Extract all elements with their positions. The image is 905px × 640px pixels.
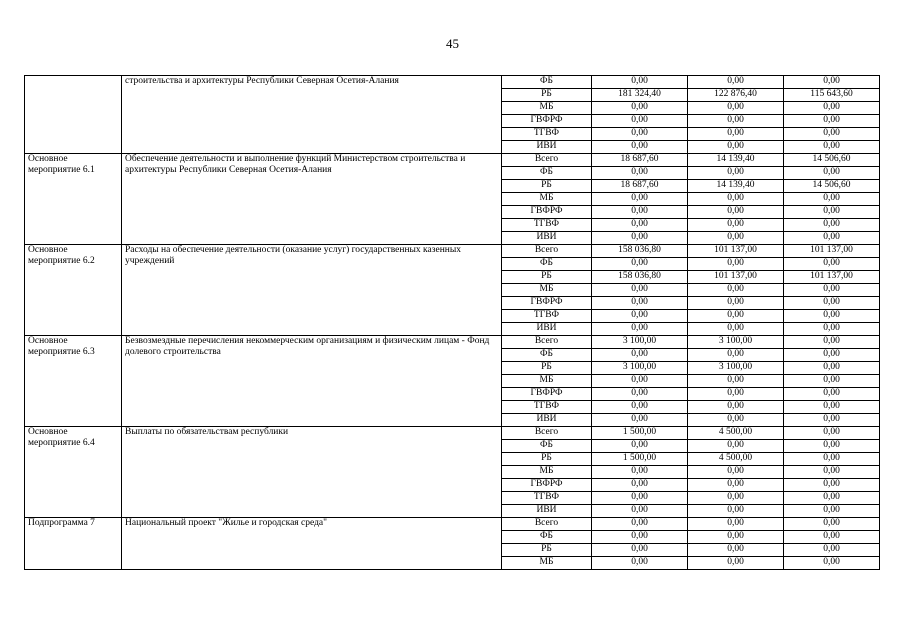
amount-cell-year-3: 0,00 — [784, 232, 880, 245]
amount-cell-year-2: 3 100,00 — [688, 362, 784, 375]
amount-cell-year-1: 0,00 — [592, 310, 688, 323]
amount-cell-year-3: 0,00 — [784, 115, 880, 128]
amount-cell-year-1: 0,00 — [592, 440, 688, 453]
amount-cell-year-3: 0,00 — [784, 336, 880, 349]
amount-cell-year-1: 0,00 — [592, 102, 688, 115]
funding-source-cell: МБ — [502, 284, 592, 297]
amount-cell-year-2: 0,00 — [688, 492, 784, 505]
amount-cell-year-3: 0,00 — [784, 102, 880, 115]
amount-cell-year-1: 0,00 — [592, 388, 688, 401]
amount-cell-year-1: 0,00 — [592, 115, 688, 128]
amount-cell-year-3: 0,00 — [784, 479, 880, 492]
amount-cell-year-3: 115 643,60 — [784, 89, 880, 102]
amount-cell-year-1: 0,00 — [592, 557, 688, 570]
amount-cell-year-2: 4 500,00 — [688, 427, 784, 440]
funding-source-cell: ГВФРФ — [502, 297, 592, 310]
amount-cell-year-2: 14 139,40 — [688, 180, 784, 193]
funding-source-cell: МБ — [502, 193, 592, 206]
amount-cell-year-2: 0,00 — [688, 531, 784, 544]
funding-source-cell: ТГВФ — [502, 401, 592, 414]
amount-cell-year-2: 0,00 — [688, 518, 784, 531]
program-type-cell: Основное мероприятие 6.2 — [25, 245, 122, 336]
amount-cell-year-3: 0,00 — [784, 531, 880, 544]
funding-source-cell: Всего — [502, 245, 592, 258]
amount-cell-year-3: 0,00 — [784, 206, 880, 219]
funding-source-cell: ТГВФ — [502, 128, 592, 141]
program-type-cell — [25, 76, 122, 154]
amount-cell-year-2: 0,00 — [688, 128, 784, 141]
amount-cell-year-2: 0,00 — [688, 193, 784, 206]
amount-cell-year-2: 0,00 — [688, 167, 784, 180]
funding-source-cell: МБ — [502, 102, 592, 115]
amount-cell-year-1: 18 687,60 — [592, 154, 688, 167]
funding-source-cell: РБ — [502, 544, 592, 557]
funding-source-cell: ГВФРФ — [502, 479, 592, 492]
amount-cell-year-2: 0,00 — [688, 102, 784, 115]
amount-cell-year-2: 0,00 — [688, 141, 784, 154]
amount-cell-year-3: 0,00 — [784, 544, 880, 557]
funding-source-cell: ИВИ — [502, 505, 592, 518]
funding-source-cell: МБ — [502, 466, 592, 479]
amount-cell-year-1: 0,00 — [592, 505, 688, 518]
amount-cell-year-2: 0,00 — [688, 388, 784, 401]
funding-source-cell: ФБ — [502, 349, 592, 362]
funding-source-cell: РБ — [502, 453, 592, 466]
amount-cell-year-2: 0,00 — [688, 323, 784, 336]
amount-cell-year-3: 0,00 — [784, 466, 880, 479]
amount-cell-year-2: 0,00 — [688, 505, 784, 518]
program-name-cell: Выплаты по обязательствам республики — [122, 427, 502, 518]
funding-source-cell: РБ — [502, 180, 592, 193]
amount-cell-year-3: 14 506,60 — [784, 180, 880, 193]
amount-cell-year-1: 0,00 — [592, 232, 688, 245]
amount-cell-year-3: 0,00 — [784, 388, 880, 401]
amount-cell-year-2: 14 139,40 — [688, 154, 784, 167]
funding-source-cell: РБ — [502, 362, 592, 375]
amount-cell-year-3: 0,00 — [784, 375, 880, 388]
amount-cell-year-2: 4 500,00 — [688, 453, 784, 466]
amount-cell-year-2: 0,00 — [688, 401, 784, 414]
amount-cell-year-3: 0,00 — [784, 505, 880, 518]
amount-cell-year-1: 0,00 — [592, 141, 688, 154]
amount-cell-year-3: 0,00 — [784, 297, 880, 310]
funding-source-cell: Всего — [502, 336, 592, 349]
funding-source-cell: ИВИ — [502, 323, 592, 336]
page-number: 45 — [446, 36, 459, 51]
funding-source-cell: ИВИ — [502, 414, 592, 427]
amount-cell-year-1: 0,00 — [592, 297, 688, 310]
amount-cell-year-2: 122 876,40 — [688, 89, 784, 102]
funding-source-cell: РБ — [502, 89, 592, 102]
amount-cell-year-2: 0,00 — [688, 219, 784, 232]
amount-cell-year-2: 0,00 — [688, 544, 784, 557]
funding-source-cell: ТГВФ — [502, 310, 592, 323]
amount-cell-year-2: 3 100,00 — [688, 336, 784, 349]
budget-table — [24, 75, 880, 570]
program-type-cell: Основное мероприятие 6.3 — [25, 336, 122, 427]
table-row — [25, 518, 880, 531]
amount-cell-year-1: 0,00 — [592, 531, 688, 544]
funding-source-cell: ФБ — [502, 531, 592, 544]
funding-source-cell: ИВИ — [502, 141, 592, 154]
amount-cell-year-1: 3 100,00 — [592, 362, 688, 375]
amount-cell-year-3: 101 137,00 — [784, 271, 880, 284]
program-name-cell: строительства и архитектуры Республики Северная Осетия-Алания — [122, 76, 502, 154]
amount-cell-year-1: 0,00 — [592, 76, 688, 89]
amount-cell-year-3: 0,00 — [784, 323, 880, 336]
amount-cell-year-1: 0,00 — [592, 479, 688, 492]
budget-table-body — [25, 76, 880, 570]
amount-cell-year-3: 0,00 — [784, 141, 880, 154]
amount-cell-year-2: 0,00 — [688, 466, 784, 479]
amount-cell-year-1: 0,00 — [592, 219, 688, 232]
table-row — [25, 245, 880, 258]
funding-source-cell: МБ — [502, 375, 592, 388]
funding-source-cell: ГВФРФ — [502, 115, 592, 128]
table-row — [25, 76, 880, 89]
table-row — [25, 154, 880, 167]
amount-cell-year-3: 0,00 — [784, 219, 880, 232]
amount-cell-year-2: 0,00 — [688, 349, 784, 362]
funding-source-cell: ТГВФ — [502, 492, 592, 505]
amount-cell-year-2: 101 137,00 — [688, 245, 784, 258]
amount-cell-year-1: 0,00 — [592, 375, 688, 388]
amount-cell-year-3: 0,00 — [784, 76, 880, 89]
amount-cell-year-3: 14 506,60 — [784, 154, 880, 167]
amount-cell-year-3: 0,00 — [784, 349, 880, 362]
program-type-cell: Подпрограмма 7 — [25, 518, 122, 570]
program-name-cell: Расходы на обеспечение деятельности (оказание услуг) государственных казенных учреждений — [122, 245, 502, 336]
amount-cell-year-1: 0,00 — [592, 128, 688, 141]
table-row — [25, 427, 880, 440]
amount-cell-year-1: 0,00 — [592, 544, 688, 557]
program-name-cell: Обеспечение деятельности и выполнение функций Министерством строительства и архитектуры Республики Северная Осетия-Алания — [122, 154, 502, 245]
funding-source-cell: ТГВФ — [502, 219, 592, 232]
amount-cell-year-1: 0,00 — [592, 167, 688, 180]
amount-cell-year-3: 0,00 — [784, 401, 880, 414]
amount-cell-year-2: 0,00 — [688, 440, 784, 453]
amount-cell-year-3: 0,00 — [784, 492, 880, 505]
amount-cell-year-3: 0,00 — [784, 440, 880, 453]
amount-cell-year-3: 0,00 — [784, 258, 880, 271]
amount-cell-year-2: 101 137,00 — [688, 271, 784, 284]
amount-cell-year-2: 0,00 — [688, 375, 784, 388]
amount-cell-year-3: 0,00 — [784, 193, 880, 206]
program-type-cell: Основное мероприятие 6.1 — [25, 154, 122, 245]
amount-cell-year-3: 0,00 — [784, 167, 880, 180]
amount-cell-year-1: 0,00 — [592, 258, 688, 271]
funding-source-cell: МБ — [502, 557, 592, 570]
funding-source-cell: ФБ — [502, 440, 592, 453]
funding-source-cell: РБ — [502, 271, 592, 284]
amount-cell-year-1: 0,00 — [592, 492, 688, 505]
funding-source-cell: Всего — [502, 518, 592, 531]
amount-cell-year-1: 1 500,00 — [592, 427, 688, 440]
program-name-cell: Национальный проект "Жилье и городская среда" — [122, 518, 502, 570]
amount-cell-year-1: 0,00 — [592, 284, 688, 297]
amount-cell-year-1: 158 036,80 — [592, 245, 688, 258]
amount-cell-year-1: 0,00 — [592, 193, 688, 206]
amount-cell-year-2: 0,00 — [688, 76, 784, 89]
amount-cell-year-2: 0,00 — [688, 115, 784, 128]
amount-cell-year-1: 0,00 — [592, 401, 688, 414]
table-row — [25, 336, 880, 349]
funding-source-cell: ИВИ — [502, 232, 592, 245]
amount-cell-year-2: 0,00 — [688, 310, 784, 323]
amount-cell-year-1: 0,00 — [592, 323, 688, 336]
funding-source-cell: ГВФРФ — [502, 206, 592, 219]
amount-cell-year-1: 0,00 — [592, 414, 688, 427]
amount-cell-year-2: 0,00 — [688, 479, 784, 492]
program-name-cell: Безвозмездные перечисления некоммерческим организациям и физическим лицам - Фонд долевого строительства — [122, 336, 502, 427]
amount-cell-year-2: 0,00 — [688, 557, 784, 570]
amount-cell-year-3: 0,00 — [784, 453, 880, 466]
amount-cell-year-3: 0,00 — [784, 284, 880, 297]
amount-cell-year-1: 18 687,60 — [592, 180, 688, 193]
amount-cell-year-3: 0,00 — [784, 362, 880, 375]
amount-cell-year-3: 0,00 — [784, 414, 880, 427]
amount-cell-year-1: 1 500,00 — [592, 453, 688, 466]
amount-cell-year-3: 0,00 — [784, 518, 880, 531]
amount-cell-year-2: 0,00 — [688, 258, 784, 271]
amount-cell-year-1: 181 324,40 — [592, 89, 688, 102]
funding-source-cell: ГВФРФ — [502, 388, 592, 401]
funding-source-cell: Всего — [502, 154, 592, 167]
funding-source-cell: ФБ — [502, 76, 592, 89]
amount-cell-year-1: 0,00 — [592, 518, 688, 531]
program-type-cell: Основное мероприятие 6.4 — [25, 427, 122, 518]
amount-cell-year-2: 0,00 — [688, 232, 784, 245]
amount-cell-year-3: 101 137,00 — [784, 245, 880, 258]
funding-source-cell: Всего — [502, 427, 592, 440]
amount-cell-year-3: 0,00 — [784, 427, 880, 440]
amount-cell-year-1: 0,00 — [592, 206, 688, 219]
funding-source-cell: ФБ — [502, 167, 592, 180]
amount-cell-year-2: 0,00 — [688, 206, 784, 219]
amount-cell-year-3: 0,00 — [784, 557, 880, 570]
funding-source-cell: ФБ — [502, 258, 592, 271]
amount-cell-year-2: 0,00 — [688, 297, 784, 310]
amount-cell-year-1: 0,00 — [592, 349, 688, 362]
amount-cell-year-1: 0,00 — [592, 466, 688, 479]
amount-cell-year-3: 0,00 — [784, 128, 880, 141]
amount-cell-year-2: 0,00 — [688, 414, 784, 427]
amount-cell-year-1: 3 100,00 — [592, 336, 688, 349]
amount-cell-year-2: 0,00 — [688, 284, 784, 297]
amount-cell-year-3: 0,00 — [784, 310, 880, 323]
amount-cell-year-1: 158 036,80 — [592, 271, 688, 284]
